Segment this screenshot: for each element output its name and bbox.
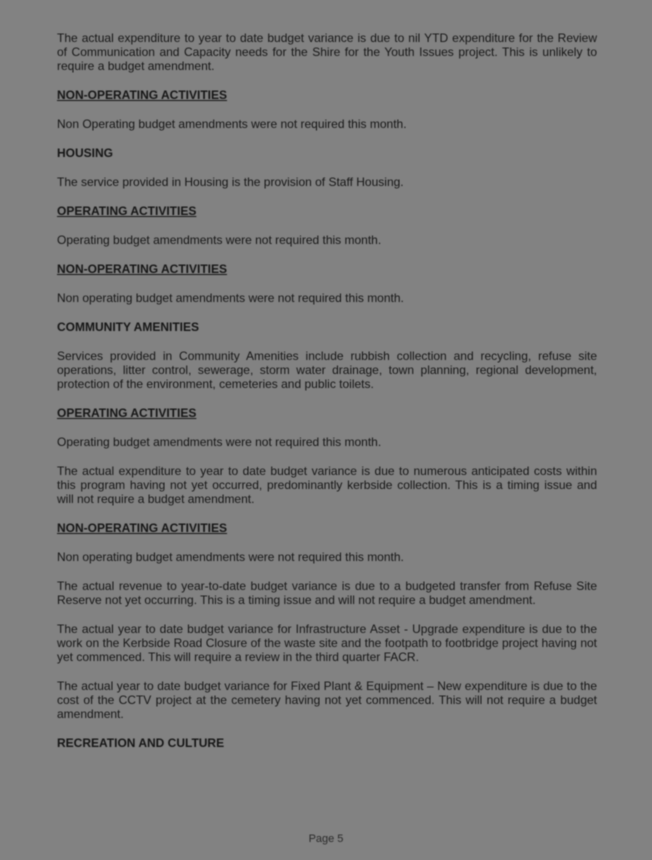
document-body — [57, 31, 597, 750]
sub-heading: OPERATING ACTIVITIES — [57, 406, 197, 420]
paragraph: Operating budget amendments were not required this month. — [57, 435, 382, 449]
paragraph: The service provided in Housing is the provision of Staff Housing. — [57, 175, 404, 189]
sub-heading: NON-OPERATING ACTIVITIES — [57, 262, 228, 276]
paragraph: The actual year to date budget variance for Fixed Plant & Equipment – New expenditure is due to the cost of the CCTV project at the cemetery having not yet commenced. This will not require a budget amendment. — [57, 679, 597, 721]
paragraph: Services provided in Community Amenities include rubbish collection and recycling, refuse site operations, litter control, sewerage, storm water drainage, town planning, regional development, protection of the environment, cemeteries and public toilets. — [57, 349, 597, 391]
section-heading: COMMUNITY AMENITIES — [57, 320, 200, 334]
sub-heading: OPERATING ACTIVITIES — [57, 204, 197, 218]
paragraph: The actual expenditure to year to date budget variance is due to nil YTD expenditure for the Review of Communication and Capacity needs for the Shire for the Youth Issues project. This is unlikely to require a budget amendment. — [57, 31, 597, 73]
sub-heading: NON-OPERATING ACTIVITIES — [57, 88, 228, 102]
section-heading: HOUSING — [57, 146, 114, 160]
paragraph: Operating budget amendments were not required this month. — [57, 233, 382, 247]
paragraph: The actual revenue to year-to-date budget variance is due to a budgeted transfer from Refuse Site Reserve not yet occurring. This is a timing issue and will not require a budget amendment. — [57, 579, 597, 607]
paragraph: The actual expenditure to year to date budget variance is due to numerous anticipated costs within this program having not yet occurred, predominantly kerbside collection. This is a timing issue and will not require a budget amendment. — [57, 464, 597, 506]
paragraph: Non Operating budget amendments were not required this month. — [57, 117, 407, 131]
paragraph: Non operating budget amendments were not required this month. — [57, 291, 404, 305]
page-number: Page 5 — [308, 833, 344, 845]
sub-heading: NON-OPERATING ACTIVITIES — [57, 521, 228, 535]
paragraph: Non operating budget amendments were not required this month. — [57, 550, 404, 564]
section-heading: RECREATION AND CULTURE — [57, 736, 225, 750]
paragraph: The actual year to date budget variance for Infrastructure Asset - Upgrade expenditure is due to the work on the Kerbside Road Closure of the waste site and the footpath to footbridge project having not yet commenced. This will require a review in the third quarter FACR. — [57, 622, 597, 664]
